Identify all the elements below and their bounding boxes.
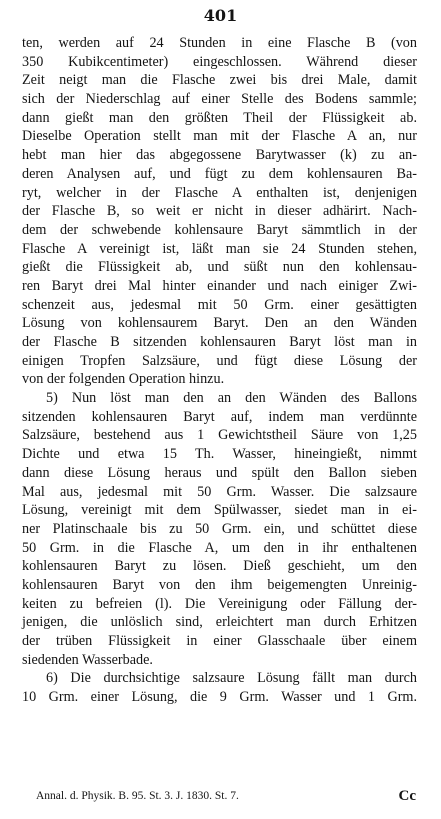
text-line: dann diese Lösung heraus und spült den Ballon sieben [22,464,417,481]
text-line: der trüben Flüssigkeit in einer Glasschaale über einem [22,633,417,649]
text-line: ren Baryt drei Mal hinter einander und nach einiger Zwi- [22,277,417,294]
text-line: keiten zu befreien (l). Die Vereinigung oder Fällung der- [22,595,417,612]
paragraph-end-line: von der folgenden Operation hinzu. [22,371,225,388]
paragraph-start-line: 5) Nun löst man den an den Wänden des Ballons [46,390,417,407]
text-line: 50 Grm. in die Flasche A, um den in ihr enthaltenen [22,539,417,556]
text-line: der Flasche B sitzenden kohlensauren Baryt löst man in [22,334,417,350]
text-line: kohlensauren Baryt zu lösen. Dieß geschieht, um den [22,558,417,575]
page-number: 401 [203,6,238,25]
text-line: Flasche A vereinigt ist, läßt man sie 24 Stunden stehen, [22,240,417,257]
text-line: gießt die Flüssigkeit ab, und süßt nun den kohlensau- [22,259,417,276]
text-line: jenigen, die unlöslich sind, erleichtert man durch Erhitzen [22,614,417,631]
text-line: ten, werden auf 24 Stunden in eine Flasche B (von [22,35,417,51]
text-line: ner Platinschaale bis zu 50 Grm. ein, und schüttet diese [22,520,417,537]
text-line: kohlensauren Baryt von den ihm beigemengten Unreinig- [22,576,417,593]
page-footer [36,786,416,806]
text-line: Dieselbe Operation stellt man mit der Flasche A an, nur [22,128,417,145]
text-line: dann gießt man den größten Theil der Flüssigkeit ab. [22,109,417,126]
text-line: dem der schwebende kohlensaure Baryt sämmtlich in der [22,221,417,238]
text-line: ryt, welcher in der Flasche A enthalten ist, denjenigen [22,184,417,201]
signature-mark: Cc [398,788,416,804]
journal-reference: Annal. d. Physik. B. 95. St. 3. J. 1830. St. 7. [36,790,239,802]
text-line: schenzeit aus, jedesmal mit 50 Grm. einer gesättigten [22,296,417,313]
text-line: hebt man hier das abgegossene Barytwasser (k) zu an- [22,147,417,164]
text-line: Lösung von kohlensaurem Baryt. Den an den Wänden [22,315,417,332]
text-line: Mal aus, jedesmal mit 50 Grm. Wasser. Die salzsaure [22,483,417,500]
text-line: einigen Tropfen Salzsäure, und fügt diese Lösung der [22,352,417,369]
text-line: sitzenden kohlensauren Baryt auf, indem man verdünnte [22,408,417,425]
body-text [22,34,417,707]
text-line: der Flasche B, so weit er nicht in dieser adhärirt. Nach- [22,203,417,220]
text-line: sich der Niederschlag auf einer Stelle des Bodens sammle; [22,91,417,108]
paragraph-end-line: siedenden Wasserbade. [22,651,153,668]
text-line: Lösung, vereinigt mit dem Spülwasser, siedet man in ei- [22,502,417,519]
text-line: Zeit neigt man die Flasche zwei bis drei Male, damit [22,72,417,89]
paragraph-start-line: 6) Die durchsichtige salzsaure Lösung fällt man durch [46,670,417,687]
text-line: Salzsäure, bestehend aus 1 Gewichtstheil Säure von 1,25 [22,427,417,444]
text-line: 10 Grm. einer Lösung, die 9 Grm. Wasser und 1 Grm. [22,689,417,706]
text-line: 350 Kubikcentimeter) eingeschlossen. Während dieser [22,53,417,70]
text-line: Dichte und etwa 15 Th. Wasser, hineingießt, nimmt [22,446,417,463]
text-line: deren Analysen auf, und fügt zu dem kohlensauren Ba- [22,165,417,182]
